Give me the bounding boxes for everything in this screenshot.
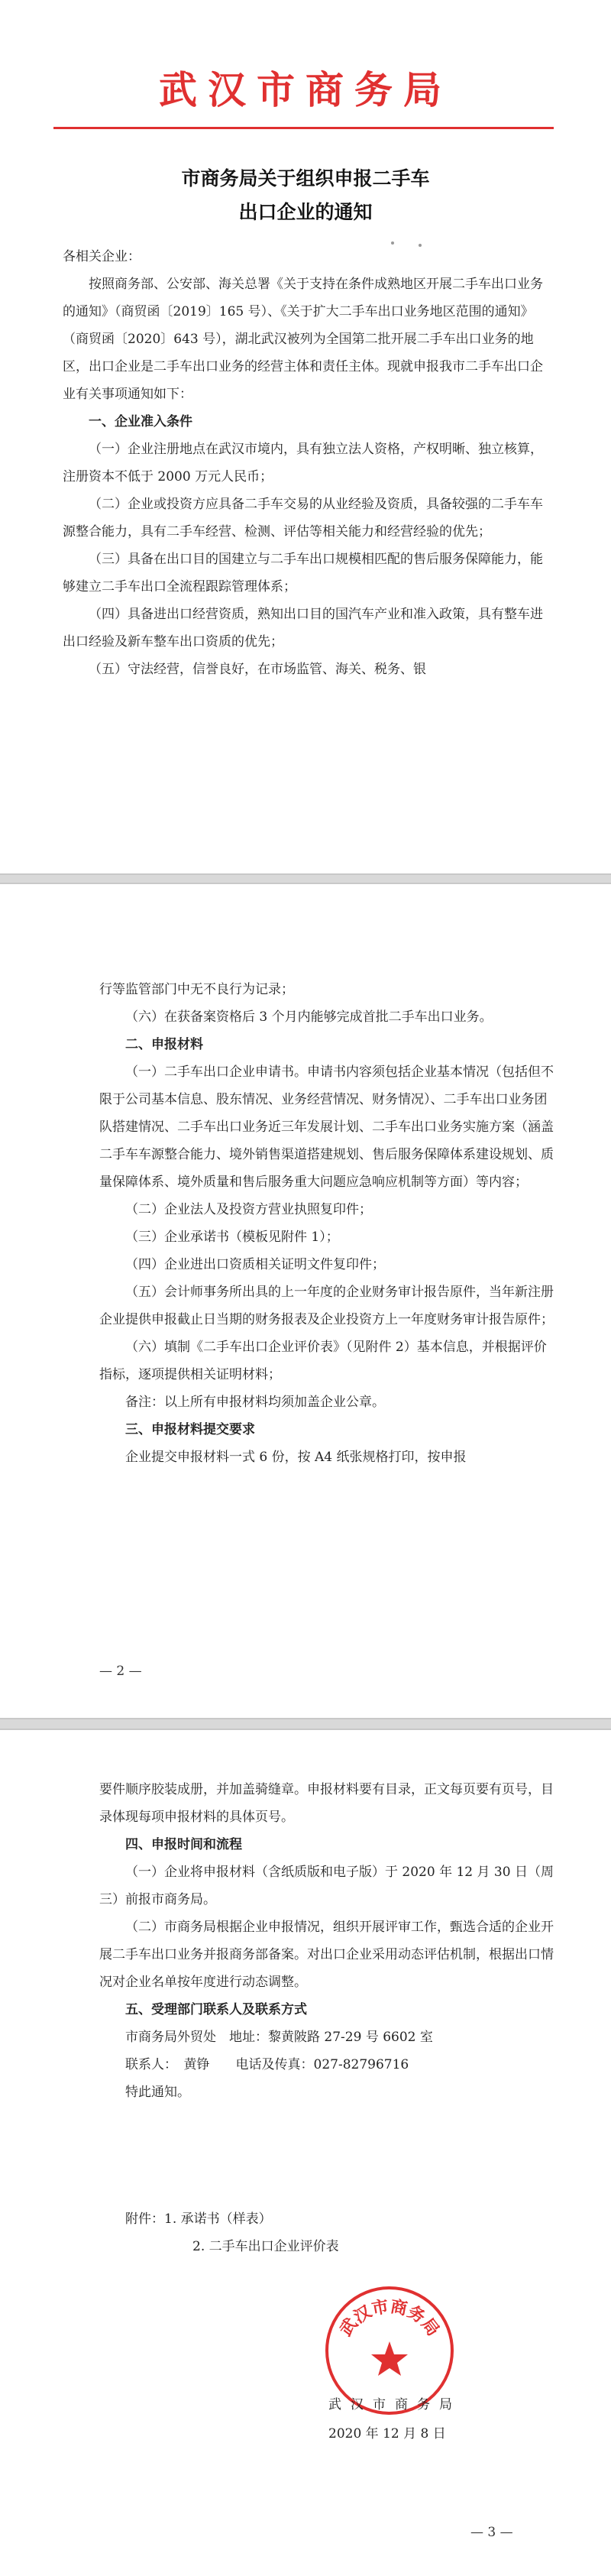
section1-item-3: （三）具备在出口目的国建立与二手车出口规模相匹配的售后服务保障能力，能够建立二手车出口全流程跟踪管理体系； [63,552,543,595]
attachment-1: 附件：1. 承诺书（样表） [125,2211,272,2227]
section2-item-3: （三）企业承诺书（模板见附件 1）； [125,1230,339,1245]
section2-item-5: （五）会计师事务所出具的上一年度的企业财务审计报告原件，当年新注册企业提供申报截止日当期的财务报表及企业投资方上一年度财务审计报告原件； [99,1285,554,1327]
page3-body [99,1776,558,2106]
header-red-rule [53,127,554,129]
section3-heading: 三、申报材料提交要求 [125,1422,255,1437]
section1-item-2: （二）企业或投资方应具备二手车交易的从业经验及资质，具备较强的二手车车源整合能力，具有二手车经营、检测、评估等相关能力和经营经验的优先； [63,497,543,540]
section2-heading: 二、申报材料 [125,1037,203,1052]
section2-item-2: （二）企业法人及投资方营业执照复印件； [125,1202,372,1217]
section2-note: 备注：以上所有申报材料均须加盖企业公章。 [125,1395,385,1410]
section3-text: 企业提交申报材料一式 6 份，按 A4 纸张规格打印，按申报 [125,1450,467,1465]
section2-item-1: （一）二手车出口企业申请书。申请书内容须包括企业基本情况（包括但不限于公司基本信息、股东情况、业务经营情况、财务情况）、二手车出口业务团队搭建情况、二手车出口业务近三年发展计划、二手车出口业务实施方案（涵盖二手车车源整合能力、境外销售渠道搭建规划、售后服务保障体系建设规划、质量保障体系、境外质量和售后服务重大问题应急响应机制等方面）等内容； [99,1064,554,1190]
intro-paragraph: 按照商务部、公安部、海关总署《关于支持在条件成熟地区开展二手车出口业务的通知》（商贸函〔2019〕165 号）、《关于扩大二手车出口业务地区范围的通知》（商贸函〔2020〕643 号），湖北武汉被列为全国第二批开展二手车出口业务的地区，出口企业是二手车出口业务的经营主体和责任主体。现就申报我市二手车出口企业有关事项通知如下： [63,277,543,402]
signature-date: 2020 年 12 月 8 日 [328,2426,446,2442]
page-number-2: — 2 — [99,1664,142,1679]
notice-title-line1: 市商务局关于组织申报二手车 [181,167,430,190]
salutation: 各相关企业： [63,249,141,264]
section4-item-2: （二）市商务局根据企业申报情况，组织开展评审工作，甄选合适的企业开展二手车出口业务并报商务部备案。对出口企业采用动态评估机制，根据出口情况对企业名单按年度进行动态调整。 [99,1920,554,1990]
section4-item-1: （一）企业将申报材料（含纸质版和电子版）于 2020 年 12 月 30 日（周三）前报市商务局。 [99,1865,554,1907]
contact-person: 联系人： 黄铮 电话及传真：027-82796716 [125,2057,409,2072]
section1-item-5-continued: 行等监管部门中无不良行为记录； [99,982,294,997]
section1-heading: 一、企业准入条件 [89,414,192,429]
section2-item-6: （六）填制《二手车出口企业评价表》（见附件 2）基本信息，并根据评价指标，逐项提供相关证明材料； [99,1340,547,1382]
closing-text: 特此通知。 [125,2085,190,2100]
page-number-3: — 3 — [470,2525,513,2540]
seal-star-icon [371,2341,408,2376]
page2-body [99,976,558,1471]
contact-dept: 市商务局外贸处 地址：黎黄陂路 27-29 号 6602 室 [125,2030,433,2045]
document-page-2 [0,883,611,1719]
seal-text: 武汉市商务局 [336,2297,443,2340]
section4-heading: 四、申报时间和流程 [125,1837,242,1852]
document-page-3 [0,1729,611,2576]
section3-text-continued: 要件顺序胶装成册，并加盖骑缝章。申报材料要有目录，正文每页要有页号，目录体现每项申报材料的具体页号。 [99,1782,554,1825]
org-header-title: 武汉市商务局 [159,68,452,112]
section1-item-1: （一）企业注册地点在武汉市境内，具有独立法人资格，产权明晰、独立核算，注册资本不低于 2000 万元人民币； [63,442,543,484]
page1-body [63,243,551,683]
notice-title-line2: 出口企业的通知 [238,201,373,223]
attachment-2: 2. 二手车出口企业评价表 [192,2239,339,2254]
attachments-block [125,2205,553,2260]
section1-item-5: （五）守法经营，信誉良好，在市场监管、海关、税务、银 [89,662,426,677]
section5-heading: 五、受理部门联系人及联系方式 [125,2002,307,2017]
section2-item-4: （四）企业进出口资质相关证明文件复印件； [125,1257,385,1272]
document-page-1 [0,0,611,875]
section1-item-4: （四）具备进出口经营资质，熟知出口目的国汽车产业和准入政策，具有整车进出口经验及新车整车出口资质的优先； [63,607,543,650]
section1-item-6: （六）在获备案资格后 3 个月内能够完成首批二手车出口业务。 [125,1009,493,1025]
signature-org: 武汉市商务局 [328,2397,461,2412]
